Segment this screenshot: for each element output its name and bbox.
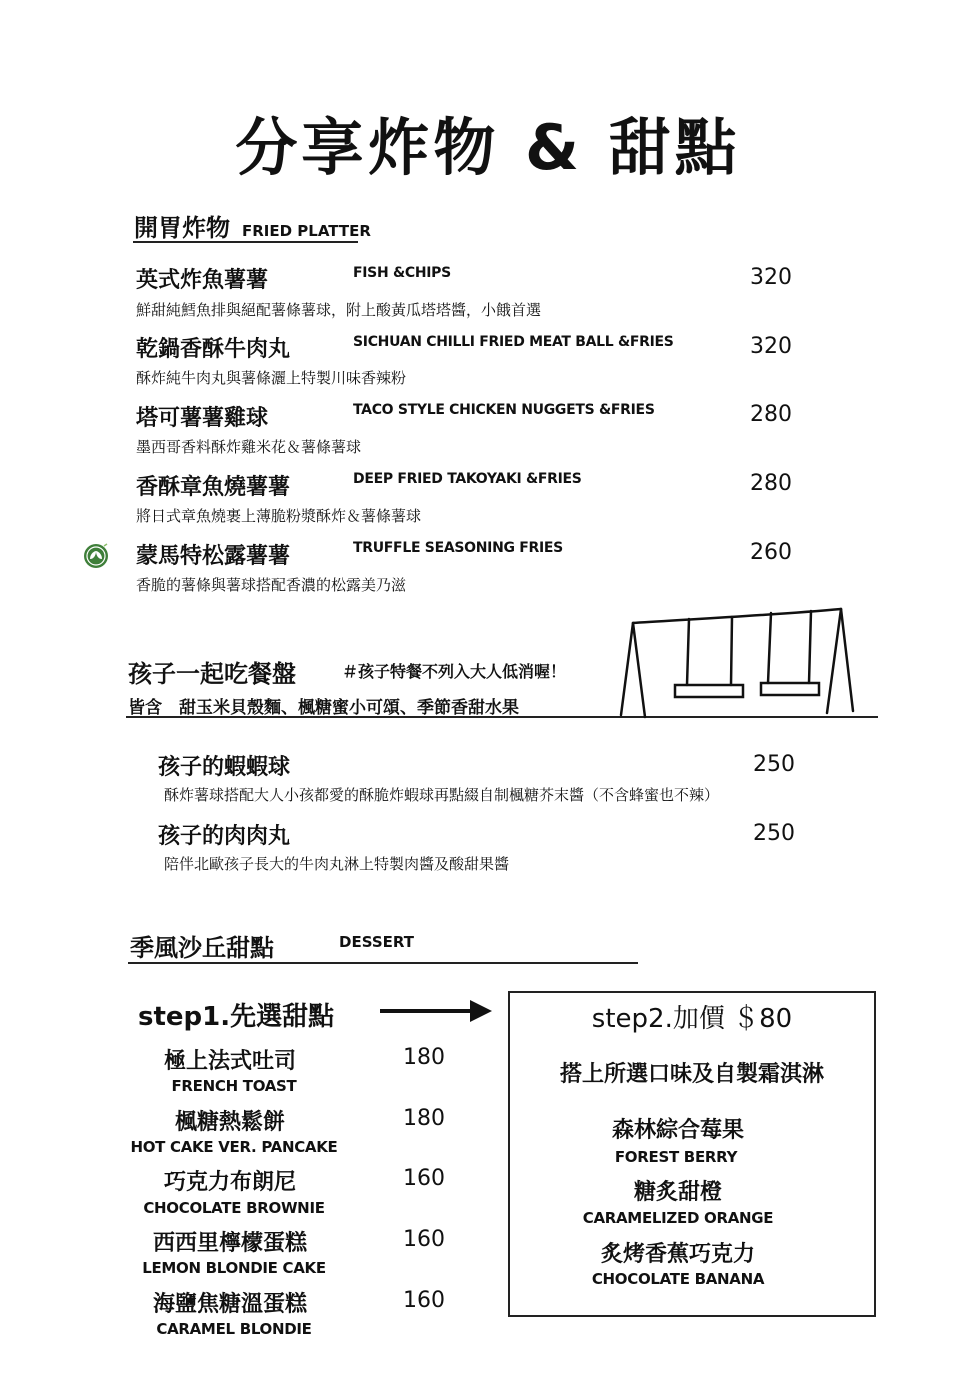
- kids-item-1-desc: 酥炸薯球搭配大人小孩都愛的酥脆炸蝦球再點綴自制楓糖芥末醬（不含蜂蜜也不辣）: [164, 786, 720, 804]
- fried-item-2-price: 320: [750, 334, 792, 359]
- fried-section-underline: [133, 241, 358, 243]
- dessert-1-name-zh: 極上法式吐司: [163, 1049, 296, 1074]
- swing-set-drawing: [615, 605, 865, 720]
- topping-2-name-en: CARAMELIZED ORANGE: [582, 1209, 774, 1227]
- fried-item-3-price: 280: [750, 402, 792, 427]
- fried-item-1-name-en: FISH &CHIPS: [353, 265, 451, 281]
- fried-item-5-price: 260: [750, 540, 792, 565]
- dessert-4-price: 160: [403, 1227, 445, 1252]
- page-title: 分享炸物 & 甜點: [235, 111, 741, 184]
- kids-item-2-price: 250: [753, 821, 795, 846]
- fried-item-4-name-zh: 香酥章魚燒薯薯: [136, 475, 291, 500]
- step2-subtitle: 搭上所選口味及自製霜淇淋: [559, 1062, 824, 1087]
- vegetarian-leaf-icon: [82, 542, 110, 570]
- right-arrow-icon: [378, 996, 494, 1026]
- dessert-3-name-en: CHOCOLATE BROWNIE: [143, 1199, 325, 1217]
- kids-item-1-name: 孩子的蝦蝦球: [158, 755, 291, 780]
- fried-item-3-name-zh: 塔可薯薯雞球: [136, 406, 269, 431]
- dessert-section-underline: [128, 962, 638, 964]
- dessert-3-price: 160: [403, 1166, 445, 1191]
- dessert-1-name-en: FRENCH TOAST: [171, 1077, 297, 1095]
- step2-title: step2.加價 ＄80: [591, 1004, 793, 1034]
- fried-item-2-name-en: SICHUAN CHILLI FRIED MEAT BALL &FRIES: [353, 334, 674, 350]
- dessert-4-name-en: LEMON BLONDIE CAKE: [142, 1259, 326, 1277]
- kids-item-2-name: 孩子的肉肉丸: [158, 824, 291, 849]
- kids-section-note: ＃孩子特餐不列入大人低消喔！: [342, 662, 567, 681]
- topping-1-name-en: FOREST BERRY: [614, 1148, 738, 1166]
- fried-item-1-name-zh: 英式炸魚薯薯: [136, 268, 269, 293]
- dessert-4-name-zh: 西西里檸檬蛋糕: [152, 1231, 307, 1256]
- dessert-section-title-en: DESSERT: [339, 933, 414, 951]
- step1-title: step1.先選甜點: [138, 1002, 335, 1032]
- dessert-section-title-zh: 季風沙丘甜點: [130, 934, 274, 962]
- fried-item-5-name-en: TRUFFLE SEASONING FRIES: [353, 540, 563, 556]
- fried-item-2-name-zh: 乾鍋香酥牛肉丸: [136, 337, 291, 362]
- kids-section-title: 孩子一起吃餐盤: [128, 660, 296, 688]
- fried-item-5-desc: 香脆的薯條與薯球搭配香濃的松露美乃滋: [136, 576, 407, 594]
- fried-item-1-desc: 鮮甜純鱈魚排與絕配薯條薯球，附上酸黃瓜塔塔醬，小餓首選: [136, 301, 542, 319]
- topping-3-name-en: CHOCOLATE BANANA: [591, 1270, 765, 1288]
- dessert-5-price: 160: [403, 1288, 445, 1313]
- dessert-3-name-zh: 巧克力布朗尼: [163, 1170, 296, 1195]
- fried-item-4-desc: 將日式章魚燒裹上薄脆粉漿酥炸＆薯條薯球: [136, 507, 422, 525]
- fried-item-4-name-en: DEEP FRIED TAKOYAKI &FRIES: [353, 471, 582, 487]
- topping-1-name-zh: 森林綜合莓果: [611, 1118, 744, 1143]
- kids-item-2-desc: 陪伴北歐孩子長大的牛肉丸淋上特製肉醬及酸甜果醬: [164, 855, 510, 873]
- topping-2-name-zh: 糖炙甜橙: [633, 1180, 722, 1205]
- dessert-2-name-zh: 楓糖熱鬆餅: [174, 1110, 285, 1135]
- topping-3-name-zh: 炙烤香蕉巧克力: [600, 1242, 755, 1267]
- dessert-5-name-en: CARAMEL BLONDIE: [156, 1320, 312, 1338]
- fried-item-1-price: 320: [750, 265, 792, 290]
- fried-item-3-desc: 墨西哥香料酥炸雞米花＆薯條薯球: [136, 438, 362, 456]
- kids-section-includes: 皆含 甜玉米貝殼麵、楓糖蜜小可頌、季節香甜水果: [128, 698, 519, 718]
- dessert-2-price: 180: [403, 1106, 445, 1131]
- dessert-1-price: 180: [403, 1045, 445, 1070]
- dessert-5-name-zh: 海鹽焦糖溫蛋糕: [152, 1292, 307, 1317]
- fried-section-header: [134, 208, 371, 243]
- fried-item-5-name-zh: 蒙馬特松露薯薯: [136, 544, 291, 569]
- fried-item-4-price: 280: [750, 471, 792, 496]
- fried-item-2-desc: 酥炸純牛肉丸與薯條灑上特製川味香辣粉: [136, 369, 407, 387]
- fried-section-title-en: FRIED PLATTER: [242, 222, 371, 240]
- fried-section-title-zh: 開胃炸物: [134, 214, 230, 242]
- fried-item-3-name-en: TACO STYLE CHICKEN NUGGETS &FRIES: [353, 402, 655, 418]
- kids-item-1-price: 250: [753, 752, 795, 777]
- dessert-2-name-en: HOT CAKE VER. PANCAKE: [130, 1138, 338, 1156]
